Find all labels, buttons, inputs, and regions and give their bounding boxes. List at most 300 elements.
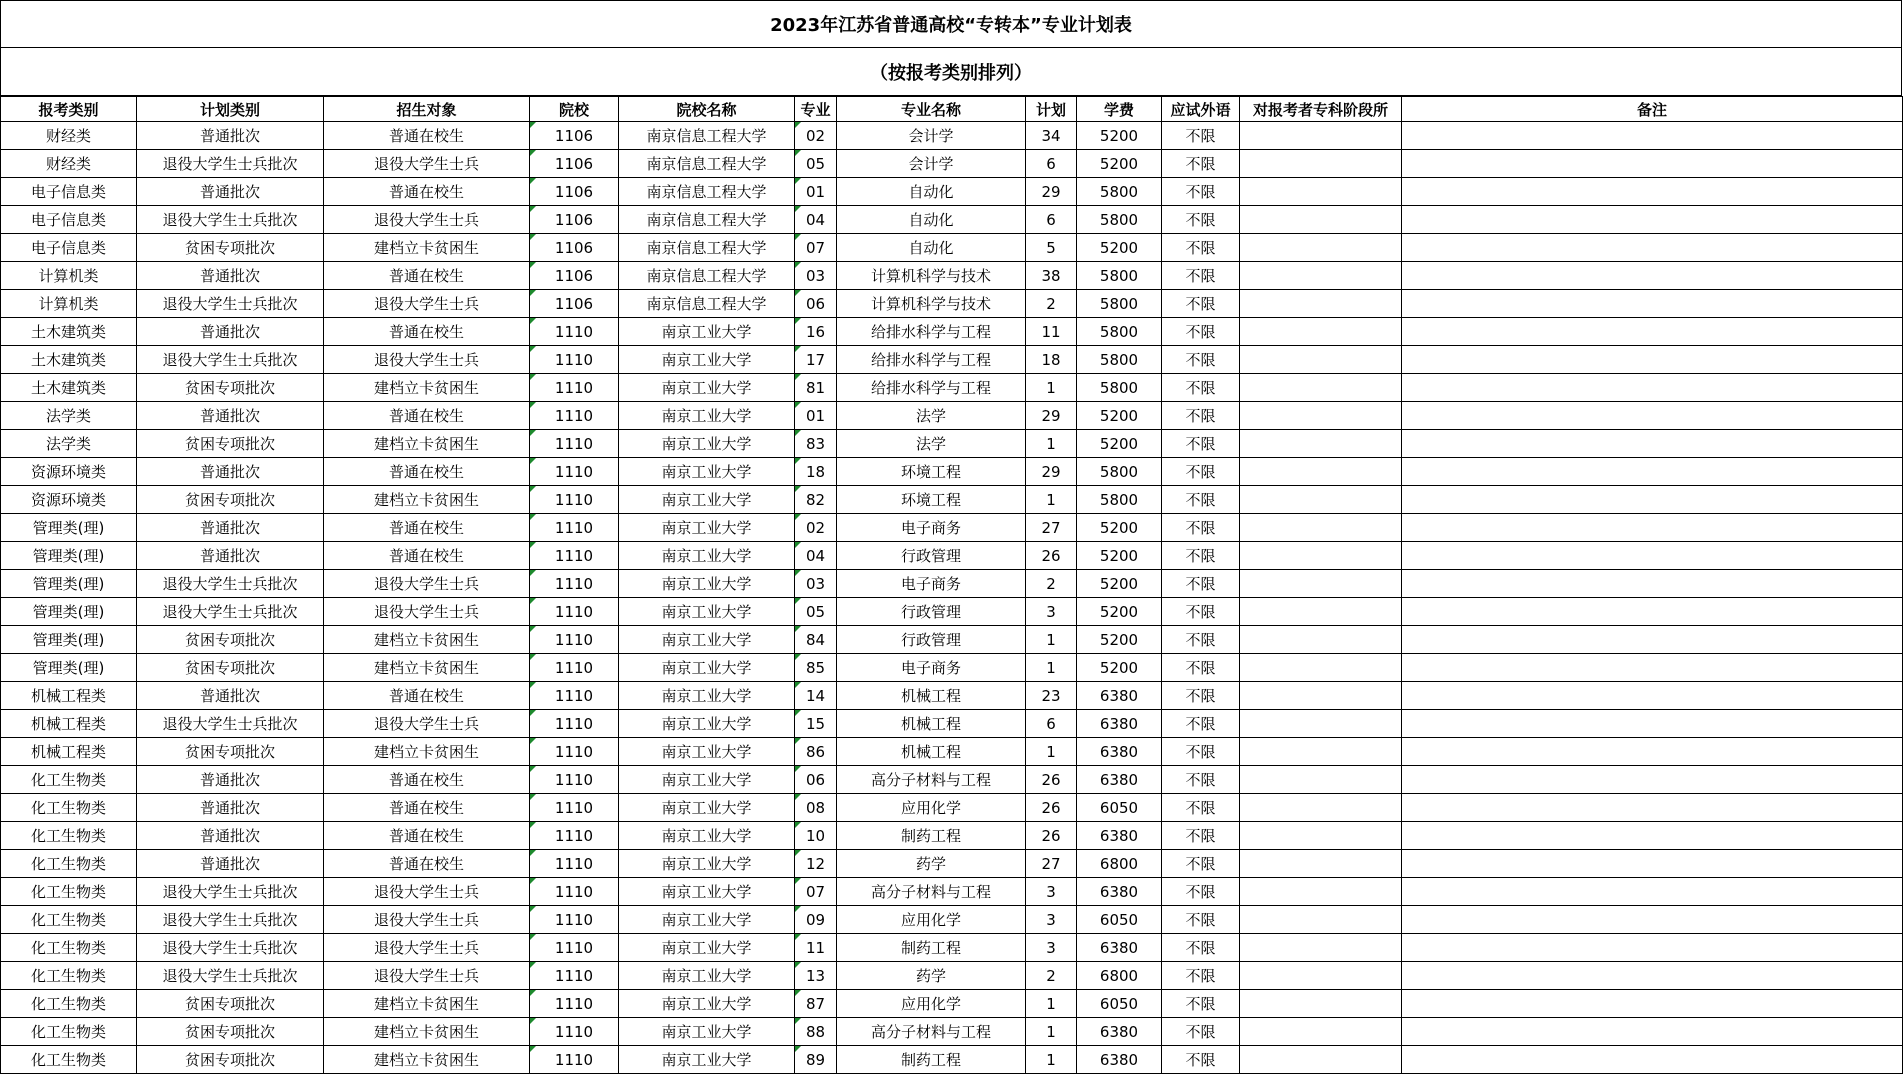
cell-remarks[interactable]	[1402, 122, 1903, 150]
cell-major-name[interactable]: 自动化	[837, 206, 1026, 234]
cell-remarks[interactable]	[1402, 654, 1903, 682]
cell-school-code[interactable]: 1110	[530, 570, 619, 598]
cell-major-code[interactable]: 86	[795, 738, 837, 766]
cell-plan-type[interactable]: 退役大学生士兵批次	[137, 710, 324, 738]
cell-requirement[interactable]	[1240, 962, 1402, 990]
cell-plan-count[interactable]: 1	[1026, 654, 1077, 682]
cell-plan-type[interactable]: 普通批次	[137, 794, 324, 822]
cell-remarks[interactable]	[1402, 318, 1903, 346]
cell-plan-count[interactable]: 6	[1026, 710, 1077, 738]
cell-plan-count[interactable]: 3	[1026, 878, 1077, 906]
cell-language[interactable]: 不限	[1162, 542, 1240, 570]
cell-requirement[interactable]	[1240, 458, 1402, 486]
cell-tuition[interactable]: 5800	[1077, 290, 1162, 318]
cell-plan-type[interactable]: 退役大学生士兵批次	[137, 934, 324, 962]
cell-target[interactable]: 退役大学生士兵	[324, 290, 530, 318]
cell-plan-type[interactable]: 贫困专项批次	[137, 654, 324, 682]
cell-major-name[interactable]: 高分子材料与工程	[837, 1018, 1026, 1046]
cell-major-code[interactable]: 08	[795, 794, 837, 822]
cell-school-code[interactable]: 1110	[530, 1046, 619, 1074]
cell-major-code[interactable]: 01	[795, 178, 837, 206]
cell-requirement[interactable]	[1240, 402, 1402, 430]
cell-category[interactable]: 电子信息类	[1, 206, 137, 234]
header-cell-target[interactable]: 招生对象	[324, 97, 530, 122]
cell-school-name[interactable]: 南京工业大学	[619, 1018, 795, 1046]
cell-major-code[interactable]: 11	[795, 934, 837, 962]
cell-category[interactable]: 化工生物类	[1, 906, 137, 934]
cell-school-code[interactable]: 1106	[530, 122, 619, 150]
cell-school-code[interactable]: 1110	[530, 318, 619, 346]
cell-remarks[interactable]	[1402, 150, 1903, 178]
cell-school-name[interactable]: 南京信息工程大学	[619, 290, 795, 318]
header-cell-language[interactable]: 应试外语	[1162, 97, 1240, 122]
cell-plan-type[interactable]: 贫困专项批次	[137, 626, 324, 654]
cell-plan-count[interactable]: 3	[1026, 906, 1077, 934]
cell-target[interactable]: 退役大学生士兵	[324, 962, 530, 990]
cell-school-name[interactable]: 南京工业大学	[619, 682, 795, 710]
cell-school-name[interactable]: 南京工业大学	[619, 654, 795, 682]
cell-plan-count[interactable]: 26	[1026, 542, 1077, 570]
cell-language[interactable]: 不限	[1162, 990, 1240, 1018]
cell-requirement[interactable]	[1240, 990, 1402, 1018]
cell-tuition[interactable]: 5800	[1077, 262, 1162, 290]
cell-remarks[interactable]	[1402, 990, 1903, 1018]
cell-target[interactable]: 建档立卡贫困生	[324, 738, 530, 766]
cell-school-name[interactable]: 南京信息工程大学	[619, 178, 795, 206]
cell-target[interactable]: 普通在校生	[324, 850, 530, 878]
header-cell-major-code[interactable]: 专业	[795, 97, 837, 122]
cell-category[interactable]: 管理类(理)	[1, 654, 137, 682]
cell-tuition[interactable]: 6380	[1077, 682, 1162, 710]
cell-major-name[interactable]: 应用化学	[837, 990, 1026, 1018]
cell-plan-type[interactable]: 普通批次	[137, 178, 324, 206]
cell-tuition[interactable]: 5800	[1077, 206, 1162, 234]
cell-language[interactable]: 不限	[1162, 850, 1240, 878]
cell-tuition[interactable]: 5200	[1077, 234, 1162, 262]
cell-plan-count[interactable]: 5	[1026, 234, 1077, 262]
cell-tuition[interactable]: 5200	[1077, 430, 1162, 458]
cell-tuition[interactable]: 5200	[1077, 654, 1162, 682]
cell-requirement[interactable]	[1240, 682, 1402, 710]
cell-plan-type[interactable]: 贫困专项批次	[137, 738, 324, 766]
cell-remarks[interactable]	[1402, 766, 1903, 794]
cell-major-code[interactable]: 04	[795, 542, 837, 570]
cell-category[interactable]: 计算机类	[1, 290, 137, 318]
cell-plan-type[interactable]: 退役大学生士兵批次	[137, 906, 324, 934]
cell-school-code[interactable]: 1110	[530, 402, 619, 430]
cell-target[interactable]: 普通在校生	[324, 318, 530, 346]
cell-language[interactable]: 不限	[1162, 290, 1240, 318]
cell-major-name[interactable]: 电子商务	[837, 654, 1026, 682]
cell-target[interactable]: 普通在校生	[324, 794, 530, 822]
cell-tuition[interactable]: 5800	[1077, 178, 1162, 206]
cell-language[interactable]: 不限	[1162, 962, 1240, 990]
header-cell-plan-type[interactable]: 计划类别	[137, 97, 324, 122]
cell-school-code[interactable]: 1110	[530, 962, 619, 990]
cell-language[interactable]: 不限	[1162, 262, 1240, 290]
cell-major-code[interactable]: 16	[795, 318, 837, 346]
cell-major-name[interactable]: 高分子材料与工程	[837, 878, 1026, 906]
cell-school-code[interactable]: 1110	[530, 458, 619, 486]
cell-school-code[interactable]: 1106	[530, 178, 619, 206]
cell-language[interactable]: 不限	[1162, 682, 1240, 710]
cell-major-name[interactable]: 制药工程	[837, 822, 1026, 850]
cell-plan-count[interactable]: 1	[1026, 1018, 1077, 1046]
cell-school-name[interactable]: 南京工业大学	[619, 906, 795, 934]
cell-remarks[interactable]	[1402, 850, 1903, 878]
header-cell-category[interactable]: 报考类别	[1, 97, 137, 122]
cell-school-name[interactable]: 南京工业大学	[619, 346, 795, 374]
cell-tuition[interactable]: 6380	[1077, 1046, 1162, 1074]
cell-school-code[interactable]: 1110	[530, 794, 619, 822]
cell-plan-type[interactable]: 贫困专项批次	[137, 990, 324, 1018]
cell-major-code[interactable]: 83	[795, 430, 837, 458]
cell-major-code[interactable]: 84	[795, 626, 837, 654]
header-cell-school-code[interactable]: 院校	[530, 97, 619, 122]
cell-major-name[interactable]: 会计学	[837, 150, 1026, 178]
cell-category[interactable]: 土木建筑类	[1, 374, 137, 402]
cell-plan-type[interactable]: 退役大学生士兵批次	[137, 346, 324, 374]
cell-language[interactable]: 不限	[1162, 234, 1240, 262]
cell-school-name[interactable]: 南京工业大学	[619, 990, 795, 1018]
cell-major-name[interactable]: 给排水科学与工程	[837, 346, 1026, 374]
cell-category[interactable]: 化工生物类	[1, 1018, 137, 1046]
cell-plan-count[interactable]: 1	[1026, 430, 1077, 458]
cell-category[interactable]: 机械工程类	[1, 738, 137, 766]
cell-requirement[interactable]	[1240, 766, 1402, 794]
cell-target[interactable]: 退役大学生士兵	[324, 206, 530, 234]
cell-major-name[interactable]: 环境工程	[837, 486, 1026, 514]
cell-language[interactable]: 不限	[1162, 766, 1240, 794]
cell-major-code[interactable]: 05	[795, 150, 837, 178]
cell-major-name[interactable]: 应用化学	[837, 906, 1026, 934]
cell-category[interactable]: 财经类	[1, 122, 137, 150]
cell-remarks[interactable]	[1402, 262, 1903, 290]
cell-plan-type[interactable]: 普通批次	[137, 318, 324, 346]
cell-language[interactable]: 不限	[1162, 598, 1240, 626]
header-cell-tuition[interactable]: 学费	[1077, 97, 1162, 122]
cell-major-name[interactable]: 机械工程	[837, 682, 1026, 710]
cell-language[interactable]: 不限	[1162, 654, 1240, 682]
cell-major-code[interactable]: 81	[795, 374, 837, 402]
cell-major-name[interactable]: 电子商务	[837, 514, 1026, 542]
cell-category[interactable]: 土木建筑类	[1, 346, 137, 374]
cell-category[interactable]: 计算机类	[1, 262, 137, 290]
cell-plan-type[interactable]: 普通批次	[137, 766, 324, 794]
cell-requirement[interactable]	[1240, 878, 1402, 906]
cell-major-code[interactable]: 03	[795, 262, 837, 290]
cell-requirement[interactable]	[1240, 906, 1402, 934]
cell-major-code[interactable]: 05	[795, 598, 837, 626]
cell-major-name[interactable]: 给排水科学与工程	[837, 318, 1026, 346]
cell-plan-count[interactable]: 1	[1026, 1046, 1077, 1074]
cell-requirement[interactable]	[1240, 738, 1402, 766]
cell-school-name[interactable]: 南京工业大学	[619, 486, 795, 514]
cell-school-name[interactable]: 南京信息工程大学	[619, 122, 795, 150]
cell-tuition[interactable]: 6380	[1077, 822, 1162, 850]
cell-tuition[interactable]: 6380	[1077, 710, 1162, 738]
cell-language[interactable]: 不限	[1162, 318, 1240, 346]
cell-school-code[interactable]: 1110	[530, 990, 619, 1018]
cell-major-name[interactable]: 计算机科学与技术	[837, 290, 1026, 318]
cell-plan-count[interactable]: 1	[1026, 990, 1077, 1018]
cell-remarks[interactable]	[1402, 878, 1903, 906]
cell-tuition[interactable]: 5800	[1077, 486, 1162, 514]
cell-requirement[interactable]	[1240, 934, 1402, 962]
cell-tuition[interactable]: 5800	[1077, 318, 1162, 346]
cell-requirement[interactable]	[1240, 150, 1402, 178]
cell-category[interactable]: 化工生物类	[1, 962, 137, 990]
cell-category[interactable]: 化工生物类	[1, 878, 137, 906]
cell-school-code[interactable]: 1106	[530, 206, 619, 234]
cell-school-name[interactable]: 南京工业大学	[619, 318, 795, 346]
cell-major-name[interactable]: 法学	[837, 430, 1026, 458]
header-cell-major-name[interactable]: 专业名称	[837, 97, 1026, 122]
header-cell-school-name[interactable]: 院校名称	[619, 97, 795, 122]
cell-target[interactable]: 普通在校生	[324, 122, 530, 150]
cell-requirement[interactable]	[1240, 206, 1402, 234]
cell-school-code[interactable]: 1110	[530, 542, 619, 570]
cell-target[interactable]: 普通在校生	[324, 402, 530, 430]
cell-major-code[interactable]: 10	[795, 822, 837, 850]
cell-remarks[interactable]	[1402, 1046, 1903, 1074]
cell-target[interactable]: 建档立卡贫困生	[324, 1018, 530, 1046]
cell-school-code[interactable]: 1110	[530, 934, 619, 962]
cell-school-code[interactable]: 1110	[530, 878, 619, 906]
cell-major-name[interactable]: 行政管理	[837, 598, 1026, 626]
cell-requirement[interactable]	[1240, 822, 1402, 850]
cell-plan-type[interactable]: 贫困专项批次	[137, 430, 324, 458]
cell-major-code[interactable]: 88	[795, 1018, 837, 1046]
cell-major-code[interactable]: 82	[795, 486, 837, 514]
cell-category[interactable]: 法学类	[1, 402, 137, 430]
cell-major-name[interactable]: 计算机科学与技术	[837, 262, 1026, 290]
cell-language[interactable]: 不限	[1162, 906, 1240, 934]
cell-target[interactable]: 建档立卡贫困生	[324, 374, 530, 402]
cell-tuition[interactable]: 6800	[1077, 962, 1162, 990]
cell-tuition[interactable]: 5800	[1077, 458, 1162, 486]
cell-school-code[interactable]: 1106	[530, 234, 619, 262]
cell-remarks[interactable]	[1402, 542, 1903, 570]
cell-language[interactable]: 不限	[1162, 402, 1240, 430]
cell-plan-type[interactable]: 退役大学生士兵批次	[137, 150, 324, 178]
cell-major-code[interactable]: 07	[795, 878, 837, 906]
cell-plan-count[interactable]: 3	[1026, 598, 1077, 626]
cell-language[interactable]: 不限	[1162, 178, 1240, 206]
cell-remarks[interactable]	[1402, 234, 1903, 262]
cell-remarks[interactable]	[1402, 1018, 1903, 1046]
cell-plan-type[interactable]: 普通批次	[137, 402, 324, 430]
cell-language[interactable]: 不限	[1162, 206, 1240, 234]
sheet-subtitle[interactable]: （按报考类别排列）	[0, 48, 1902, 96]
cell-tuition[interactable]: 5200	[1077, 626, 1162, 654]
cell-language[interactable]: 不限	[1162, 514, 1240, 542]
cell-remarks[interactable]	[1402, 738, 1903, 766]
cell-major-code[interactable]: 06	[795, 766, 837, 794]
cell-remarks[interactable]	[1402, 934, 1903, 962]
cell-school-code[interactable]: 1110	[530, 346, 619, 374]
cell-school-name[interactable]: 南京工业大学	[619, 626, 795, 654]
cell-plan-count[interactable]: 2	[1026, 570, 1077, 598]
cell-school-name[interactable]: 南京工业大学	[619, 458, 795, 486]
cell-language[interactable]: 不限	[1162, 570, 1240, 598]
cell-major-name[interactable]: 自动化	[837, 178, 1026, 206]
cell-tuition[interactable]: 6050	[1077, 794, 1162, 822]
cell-remarks[interactable]	[1402, 458, 1903, 486]
cell-target[interactable]: 普通在校生	[324, 822, 530, 850]
cell-tuition[interactable]: 6380	[1077, 934, 1162, 962]
cell-category[interactable]: 管理类(理)	[1, 626, 137, 654]
cell-school-code[interactable]: 1110	[530, 766, 619, 794]
cell-category[interactable]: 管理类(理)	[1, 598, 137, 626]
cell-school-code[interactable]: 1110	[530, 626, 619, 654]
cell-school-name[interactable]: 南京工业大学	[619, 934, 795, 962]
cell-school-code[interactable]: 1110	[530, 822, 619, 850]
cell-school-name[interactable]: 南京工业大学	[619, 710, 795, 738]
cell-plan-count[interactable]: 29	[1026, 458, 1077, 486]
cell-remarks[interactable]	[1402, 290, 1903, 318]
cell-language[interactable]: 不限	[1162, 430, 1240, 458]
cell-remarks[interactable]	[1402, 794, 1903, 822]
cell-remarks[interactable]	[1402, 374, 1903, 402]
cell-plan-count[interactable]: 34	[1026, 122, 1077, 150]
cell-plan-count[interactable]: 3	[1026, 934, 1077, 962]
cell-school-code[interactable]: 1110	[530, 430, 619, 458]
cell-school-name[interactable]: 南京工业大学	[619, 766, 795, 794]
cell-plan-count[interactable]: 26	[1026, 766, 1077, 794]
cell-target[interactable]: 退役大学生士兵	[324, 570, 530, 598]
cell-major-name[interactable]: 制药工程	[837, 1046, 1026, 1074]
cell-category[interactable]: 管理类(理)	[1, 570, 137, 598]
cell-requirement[interactable]	[1240, 486, 1402, 514]
cell-school-code[interactable]: 1110	[530, 598, 619, 626]
cell-requirement[interactable]	[1240, 122, 1402, 150]
cell-category[interactable]: 化工生物类	[1, 794, 137, 822]
cell-category[interactable]: 机械工程类	[1, 710, 137, 738]
cell-remarks[interactable]	[1402, 402, 1903, 430]
cell-category[interactable]: 化工生物类	[1, 1046, 137, 1074]
cell-major-code[interactable]: 17	[795, 346, 837, 374]
cell-school-code[interactable]: 1110	[530, 682, 619, 710]
cell-school-code[interactable]: 1110	[530, 738, 619, 766]
cell-target[interactable]: 普通在校生	[324, 262, 530, 290]
cell-language[interactable]: 不限	[1162, 122, 1240, 150]
header-cell-remarks[interactable]: 备注	[1402, 97, 1903, 122]
cell-requirement[interactable]	[1240, 430, 1402, 458]
cell-school-code[interactable]: 1110	[530, 654, 619, 682]
cell-school-name[interactable]: 南京工业大学	[619, 374, 795, 402]
cell-requirement[interactable]	[1240, 346, 1402, 374]
cell-tuition[interactable]: 5200	[1077, 570, 1162, 598]
cell-plan-count[interactable]: 26	[1026, 794, 1077, 822]
cell-school-name[interactable]: 南京工业大学	[619, 598, 795, 626]
cell-target[interactable]: 退役大学生士兵	[324, 878, 530, 906]
cell-plan-count[interactable]: 6	[1026, 206, 1077, 234]
cell-target[interactable]: 普通在校生	[324, 514, 530, 542]
cell-major-name[interactable]: 应用化学	[837, 794, 1026, 822]
cell-remarks[interactable]	[1402, 962, 1903, 990]
cell-remarks[interactable]	[1402, 514, 1903, 542]
cell-target[interactable]: 退役大学生士兵	[324, 150, 530, 178]
cell-school-name[interactable]: 南京工业大学	[619, 542, 795, 570]
cell-category[interactable]: 资源环境类	[1, 458, 137, 486]
cell-target[interactable]: 退役大学生士兵	[324, 934, 530, 962]
cell-tuition[interactable]: 5800	[1077, 374, 1162, 402]
cell-major-code[interactable]: 85	[795, 654, 837, 682]
cell-school-name[interactable]: 南京工业大学	[619, 430, 795, 458]
cell-tuition[interactable]: 6380	[1077, 1018, 1162, 1046]
cell-school-code[interactable]: 1110	[530, 486, 619, 514]
cell-requirement[interactable]	[1240, 850, 1402, 878]
cell-requirement[interactable]	[1240, 234, 1402, 262]
cell-category[interactable]: 化工生物类	[1, 822, 137, 850]
cell-plan-type[interactable]: 普通批次	[137, 822, 324, 850]
cell-plan-type[interactable]: 退役大学生士兵批次	[137, 962, 324, 990]
cell-plan-count[interactable]: 6	[1026, 150, 1077, 178]
cell-major-code[interactable]: 02	[795, 514, 837, 542]
cell-major-name[interactable]: 行政管理	[837, 542, 1026, 570]
cell-requirement[interactable]	[1240, 1046, 1402, 1074]
cell-tuition[interactable]: 6800	[1077, 850, 1162, 878]
cell-major-code[interactable]: 03	[795, 570, 837, 598]
cell-school-name[interactable]: 南京工业大学	[619, 738, 795, 766]
cell-school-name[interactable]: 南京工业大学	[619, 878, 795, 906]
cell-plan-type[interactable]: 普通批次	[137, 122, 324, 150]
cell-language[interactable]: 不限	[1162, 934, 1240, 962]
cell-target[interactable]: 退役大学生士兵	[324, 906, 530, 934]
cell-remarks[interactable]	[1402, 906, 1903, 934]
cell-tuition[interactable]: 6380	[1077, 738, 1162, 766]
cell-school-code[interactable]: 1110	[530, 374, 619, 402]
cell-plan-count[interactable]: 26	[1026, 822, 1077, 850]
cell-tuition[interactable]: 6380	[1077, 766, 1162, 794]
cell-school-code[interactable]: 1110	[530, 514, 619, 542]
cell-plan-count[interactable]: 27	[1026, 850, 1077, 878]
cell-language[interactable]: 不限	[1162, 486, 1240, 514]
cell-remarks[interactable]	[1402, 570, 1903, 598]
cell-requirement[interactable]	[1240, 178, 1402, 206]
cell-remarks[interactable]	[1402, 486, 1903, 514]
cell-requirement[interactable]	[1240, 542, 1402, 570]
cell-target[interactable]: 普通在校生	[324, 178, 530, 206]
cell-major-name[interactable]: 行政管理	[837, 626, 1026, 654]
cell-plan-count[interactable]: 27	[1026, 514, 1077, 542]
cell-school-name[interactable]: 南京工业大学	[619, 962, 795, 990]
cell-school-code[interactable]: 1106	[530, 262, 619, 290]
cell-major-name[interactable]: 给排水科学与工程	[837, 374, 1026, 402]
cell-major-name[interactable]: 会计学	[837, 122, 1026, 150]
cell-major-code[interactable]: 89	[795, 1046, 837, 1074]
cell-plan-type[interactable]: 贫困专项批次	[137, 486, 324, 514]
cell-plan-count[interactable]: 29	[1026, 178, 1077, 206]
cell-plan-count[interactable]: 18	[1026, 346, 1077, 374]
cell-plan-type[interactable]: 贫困专项批次	[137, 234, 324, 262]
cell-tuition[interactable]: 6050	[1077, 990, 1162, 1018]
cell-remarks[interactable]	[1402, 822, 1903, 850]
cell-target[interactable]: 建档立卡贫困生	[324, 486, 530, 514]
cell-plan-count[interactable]: 1	[1026, 374, 1077, 402]
cell-plan-type[interactable]: 普通批次	[137, 458, 324, 486]
cell-plan-type[interactable]: 普通批次	[137, 542, 324, 570]
cell-major-name[interactable]: 制药工程	[837, 934, 1026, 962]
cell-category[interactable]: 化工生物类	[1, 934, 137, 962]
cell-school-name[interactable]: 南京工业大学	[619, 1046, 795, 1074]
cell-target[interactable]: 退役大学生士兵	[324, 710, 530, 738]
cell-requirement[interactable]	[1240, 1018, 1402, 1046]
cell-plan-count[interactable]: 1	[1026, 626, 1077, 654]
cell-tuition[interactable]: 5200	[1077, 542, 1162, 570]
cell-major-code[interactable]: 04	[795, 206, 837, 234]
